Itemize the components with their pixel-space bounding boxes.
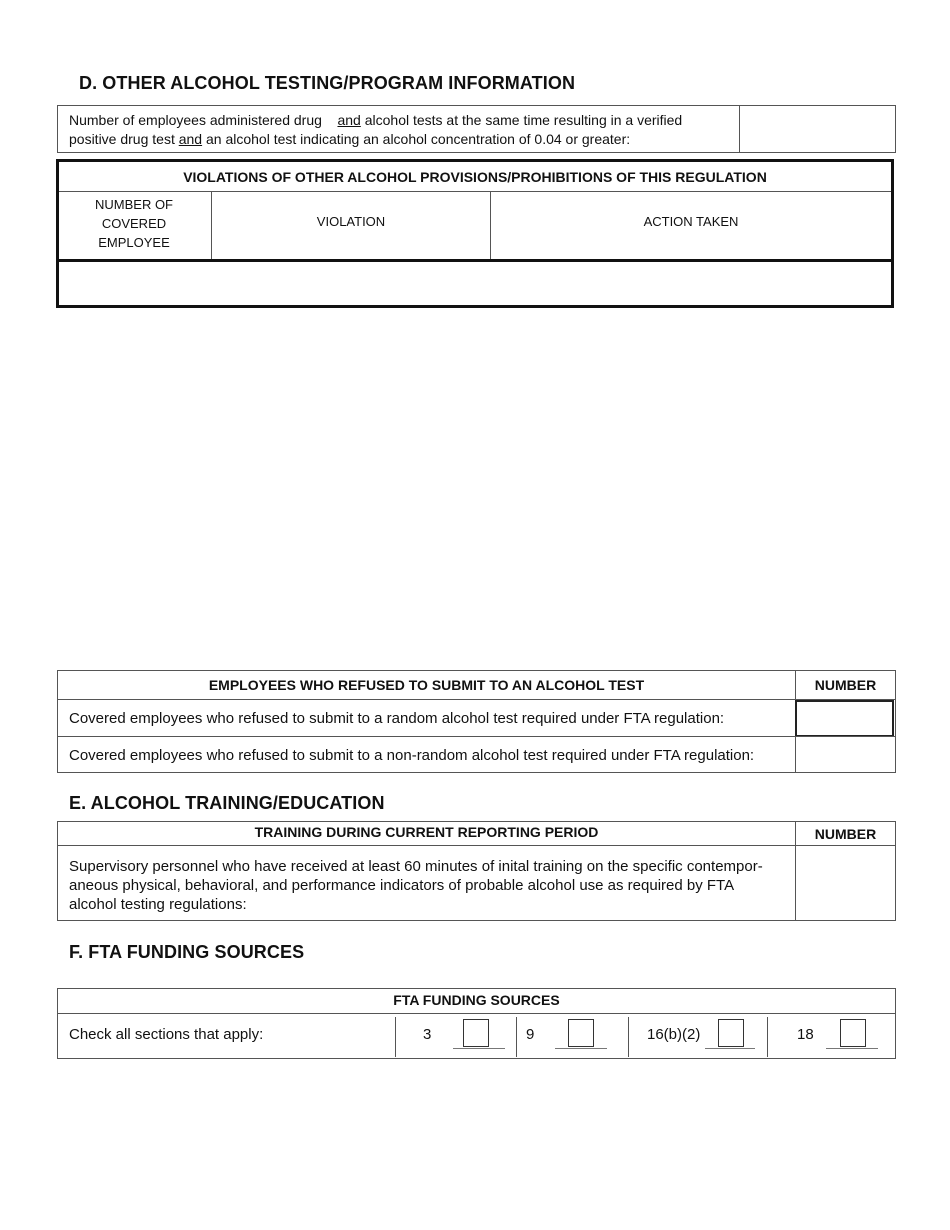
section-f-title: F. FTA FUNDING SOURCES bbox=[69, 942, 305, 962]
funding-option-9-label: 9 bbox=[526, 1026, 535, 1043]
funding-header: FTA FUNDING SOURCES bbox=[393, 992, 560, 1008]
refused-number-header: NUMBER bbox=[814, 677, 877, 693]
training-table bbox=[57, 821, 896, 921]
refused-nonrandom-input[interactable] bbox=[796, 737, 895, 772]
col-number-covered-employee: NUMBER OF COVERED EMPLOYEE bbox=[95, 197, 173, 250]
col-violation: VIOLATION bbox=[316, 214, 386, 229]
refused-random-input[interactable] bbox=[795, 700, 894, 737]
combined-test-label: Number of employees administered drug and alcohol tests at the same time resulting in a verified positive drug test and an alcohol test indicating an alcohol concentration of 0.04 or greater: bbox=[69, 112, 683, 147]
funding-table bbox=[57, 988, 896, 1059]
funding-option-3-checkbox[interactable] bbox=[463, 1019, 489, 1047]
funding-option-18-label: 18 bbox=[797, 1026, 814, 1043]
refused-header: EMPLOYEES WHO REFUSED TO SUBMIT TO AN ALCOHOL TEST bbox=[208, 677, 645, 693]
funding-option-3-label: 3 bbox=[423, 1026, 432, 1043]
section-d-title: D. OTHER ALCOHOL TESTING/PROGRAM INFORMATION bbox=[79, 73, 576, 93]
funding-instruction: Check all sections that apply: bbox=[69, 1026, 264, 1043]
training-number-input[interactable] bbox=[796, 846, 895, 920]
violations-entry-row[interactable] bbox=[56, 259, 894, 308]
funding-option-16b2-label: 16(b)(2) bbox=[647, 1026, 701, 1043]
section-e-title: E. ALCOHOL TRAINING/EDUCATION bbox=[69, 793, 385, 813]
refused-nonrandom-label: Covered employees who refused to submit to a non-random alcohol test required under FTA regulation: bbox=[69, 747, 755, 764]
combined-test-value[interactable] bbox=[740, 106, 895, 152]
violations-title: VIOLATIONS OF OTHER ALCOHOL PROVISIONS/PROHIBITIONS OF THIS REGULATION bbox=[183, 169, 767, 185]
refused-table bbox=[57, 670, 896, 773]
funding-option-18-checkbox[interactable] bbox=[840, 1019, 866, 1047]
refused-random-label: Covered employees who refused to submit to a random alcohol test required under FTA regulation: bbox=[69, 710, 725, 727]
training-number-header: NUMBER bbox=[814, 826, 877, 842]
funding-option-9-checkbox[interactable] bbox=[568, 1019, 594, 1047]
funding-option-16b2-checkbox[interactable] bbox=[718, 1019, 744, 1047]
training-row-label: Supervisory personnel who have received at least 60 minutes of inital training on the specific contempor- aneous physical, behavioral, and performance indicators of probable alcohol use as required by FTA alcohol testing regulations: bbox=[69, 858, 763, 913]
combined-test-row bbox=[57, 105, 896, 153]
col-action-taken: ACTION TAKEN bbox=[643, 214, 739, 229]
training-header: TRAINING DURING CURRENT REPORTING PERIOD bbox=[254, 824, 599, 840]
violations-table bbox=[56, 159, 894, 262]
